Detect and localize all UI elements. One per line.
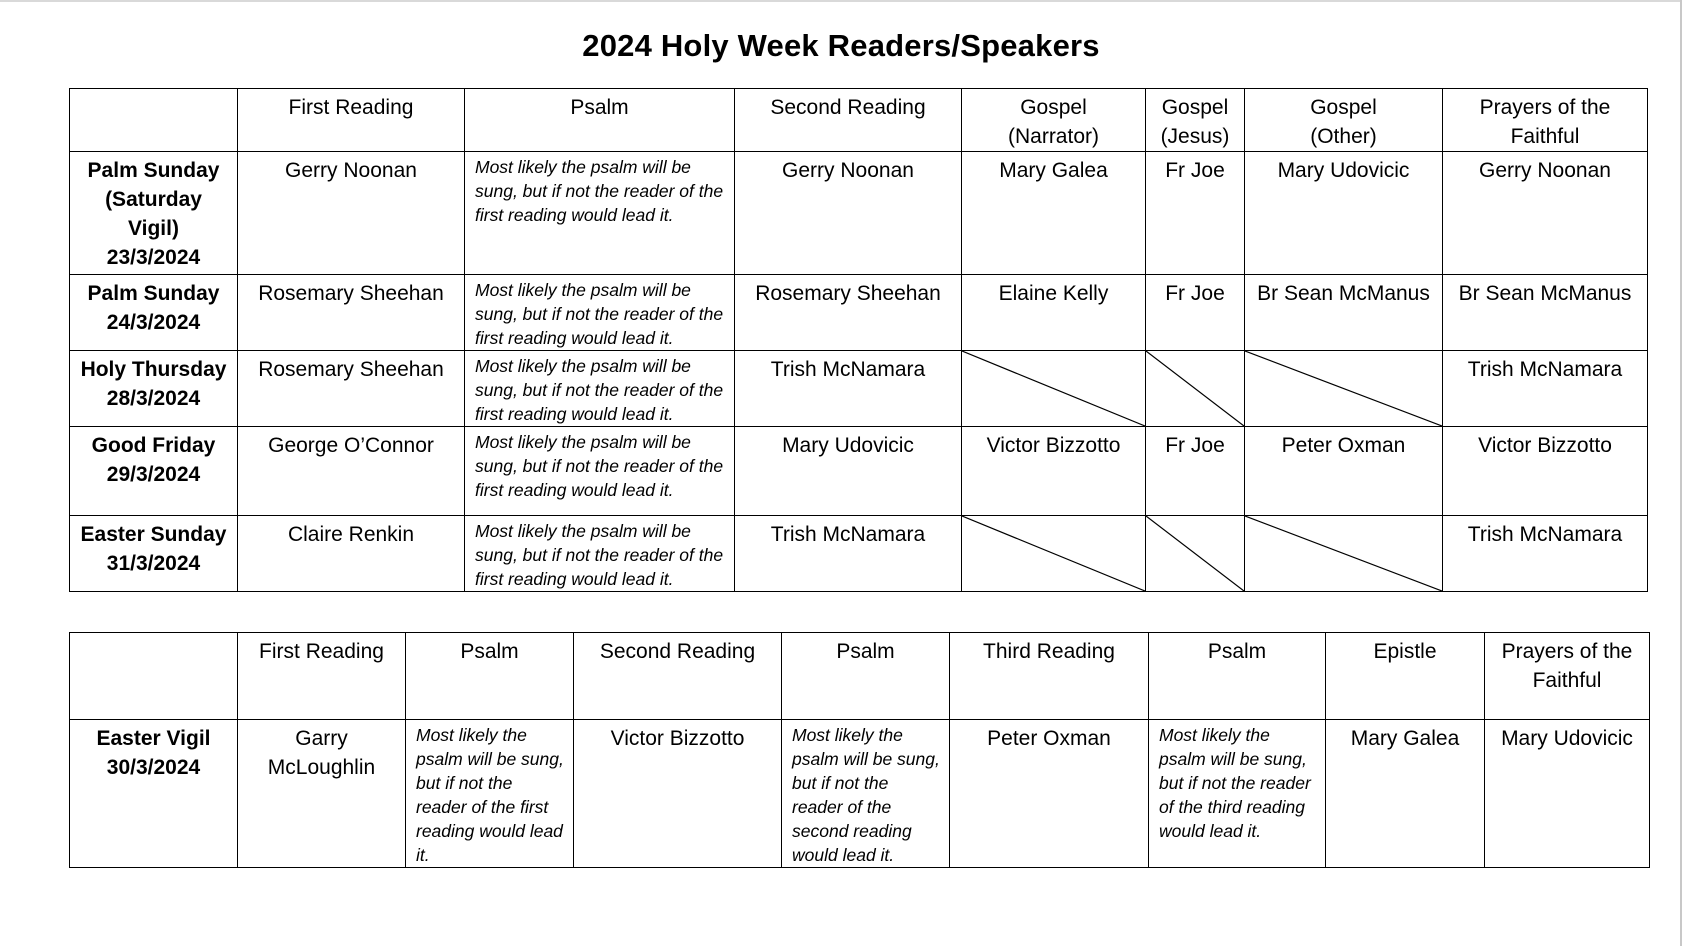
prayers-cell: Mary Udovicic (1485, 720, 1650, 868)
table-row (70, 720, 1650, 868)
table-row (70, 351, 1648, 427)
gospel-jesus-cell: Fr Joe (1146, 275, 1245, 351)
header-psalm: Psalm (406, 633, 574, 720)
not-applicable-cell (1245, 516, 1443, 592)
prayers-cell: Victor Bizzotto (1443, 427, 1648, 516)
header-cell-blank (70, 89, 238, 152)
header-gospel-jesus: Gospel (Jesus) (1146, 89, 1245, 152)
not-applicable-cell (962, 516, 1146, 592)
not-applicable-cell (1146, 516, 1245, 592)
second-reading-cell: Victor Bizzotto (574, 720, 782, 868)
gospel-narrator-cell: Mary Galea (962, 152, 1146, 275)
gospel-jesus-cell: Fr Joe (1146, 152, 1245, 275)
psalm-note-cell: Most likely the psalm will be sung, but if not the reader of the first reading would lead it. (465, 516, 735, 592)
row-day-label: Palm Sunday 24/3/2024 (70, 275, 238, 351)
page-top-edge (0, 0, 1682, 2)
table-header-row (70, 89, 1648, 152)
table-row (70, 275, 1648, 351)
prayers-cell: Trish McNamara (1443, 351, 1648, 427)
gospel-other-cell: Peter Oxman (1245, 427, 1443, 516)
psalm-note-cell: Most likely the psalm will be sung, but if not the reader of the first reading would lead it. (465, 152, 735, 275)
psalm-note-cell: Most likely the psalm will be sung, but if not the reader of the first reading would lead it. (465, 351, 735, 427)
prayers-cell: Gerry Noonan (1443, 152, 1648, 275)
second-reading-cell: Gerry Noonan (735, 152, 962, 275)
second-reading-cell: Trish McNamara (735, 351, 962, 427)
easter-vigil-table (69, 632, 1650, 868)
psalm-note-cell: Most likely the psalm will be sung, but if not the reader of the second reading would lead it. (782, 720, 950, 868)
psalm-note-cell: Most likely the psalm will be sung, but if not the reader of the first reading would lead it. (465, 427, 735, 516)
epistle-cell: Mary Galea (1326, 720, 1485, 868)
header-gospel-narrator: Gospel (Narrator) (962, 89, 1146, 152)
table-row (70, 152, 1648, 275)
gospel-jesus-cell: Fr Joe (1146, 427, 1245, 516)
header-second-reading: Second Reading (735, 89, 962, 152)
second-reading-cell: Trish McNamara (735, 516, 962, 592)
prayers-cell: Br Sean McManus (1443, 275, 1648, 351)
not-applicable-cell (962, 351, 1146, 427)
header-epistle: Epistle (1326, 633, 1485, 720)
first-reading-cell: George O’Connor (238, 427, 465, 516)
header-first-reading: First Reading (238, 633, 406, 720)
not-applicable-cell (1146, 351, 1245, 427)
table-header-row (70, 633, 1650, 720)
row-day-label: Holy Thursday 28/3/2024 (70, 351, 238, 427)
row-day-label: Easter Sunday 31/3/2024 (70, 516, 238, 592)
table-row (70, 427, 1648, 516)
gospel-other-cell: Br Sean McManus (1245, 275, 1443, 351)
second-reading-cell: Mary Udovicic (735, 427, 962, 516)
header-gospel-other: Gospel (Other) (1245, 89, 1443, 152)
header-psalm: Psalm (1149, 633, 1326, 720)
psalm-note-cell: Most likely the psalm will be sung, but if not the reader of the first reading would lead it. (406, 720, 574, 868)
row-day-label: Easter Vigil 30/3/2024 (70, 720, 238, 868)
prayers-cell: Trish McNamara (1443, 516, 1648, 592)
gospel-other-cell: Mary Udovicic (1245, 152, 1443, 275)
gospel-narrator-cell: Elaine Kelly (962, 275, 1146, 351)
header-psalm: Psalm (782, 633, 950, 720)
table-row (70, 516, 1648, 592)
header-second-reading: Second Reading (574, 633, 782, 720)
third-reading-cell: Peter Oxman (950, 720, 1149, 868)
holy-week-table (69, 88, 1648, 592)
row-day-label: Good Friday 29/3/2024 (70, 427, 238, 516)
psalm-note-cell: Most likely the psalm will be sung, but if not the reader of the third reading would lead it. (1149, 720, 1326, 868)
header-third-reading: Third Reading (950, 633, 1149, 720)
gospel-narrator-cell: Victor Bizzotto (962, 427, 1146, 516)
first-reading-cell: Claire Renkin (238, 516, 465, 592)
first-reading-cell: Gerry Noonan (238, 152, 465, 275)
first-reading-cell: Rosemary Sheehan (238, 351, 465, 427)
header-first-reading: First Reading (238, 89, 465, 152)
psalm-note-cell: Most likely the psalm will be sung, but if not the reader of the first reading would lead it. (465, 275, 735, 351)
first-reading-cell: Rosemary Sheehan (238, 275, 465, 351)
row-day-label: Palm Sunday (Saturday Vigil) 23/3/2024 (70, 152, 238, 275)
header-psalm: Psalm (465, 89, 735, 152)
header-cell-blank (70, 633, 238, 720)
header-prayers: Prayers of the Faithful (1443, 89, 1648, 152)
document-title: 2024 Holy Week Readers/Speakers (582, 28, 1100, 63)
header-prayers: Prayers of the Faithful (1485, 633, 1650, 720)
not-applicable-cell (1245, 351, 1443, 427)
second-reading-cell: Rosemary Sheehan (735, 275, 962, 351)
first-reading-cell: Garry McLoughlin (238, 720, 406, 868)
